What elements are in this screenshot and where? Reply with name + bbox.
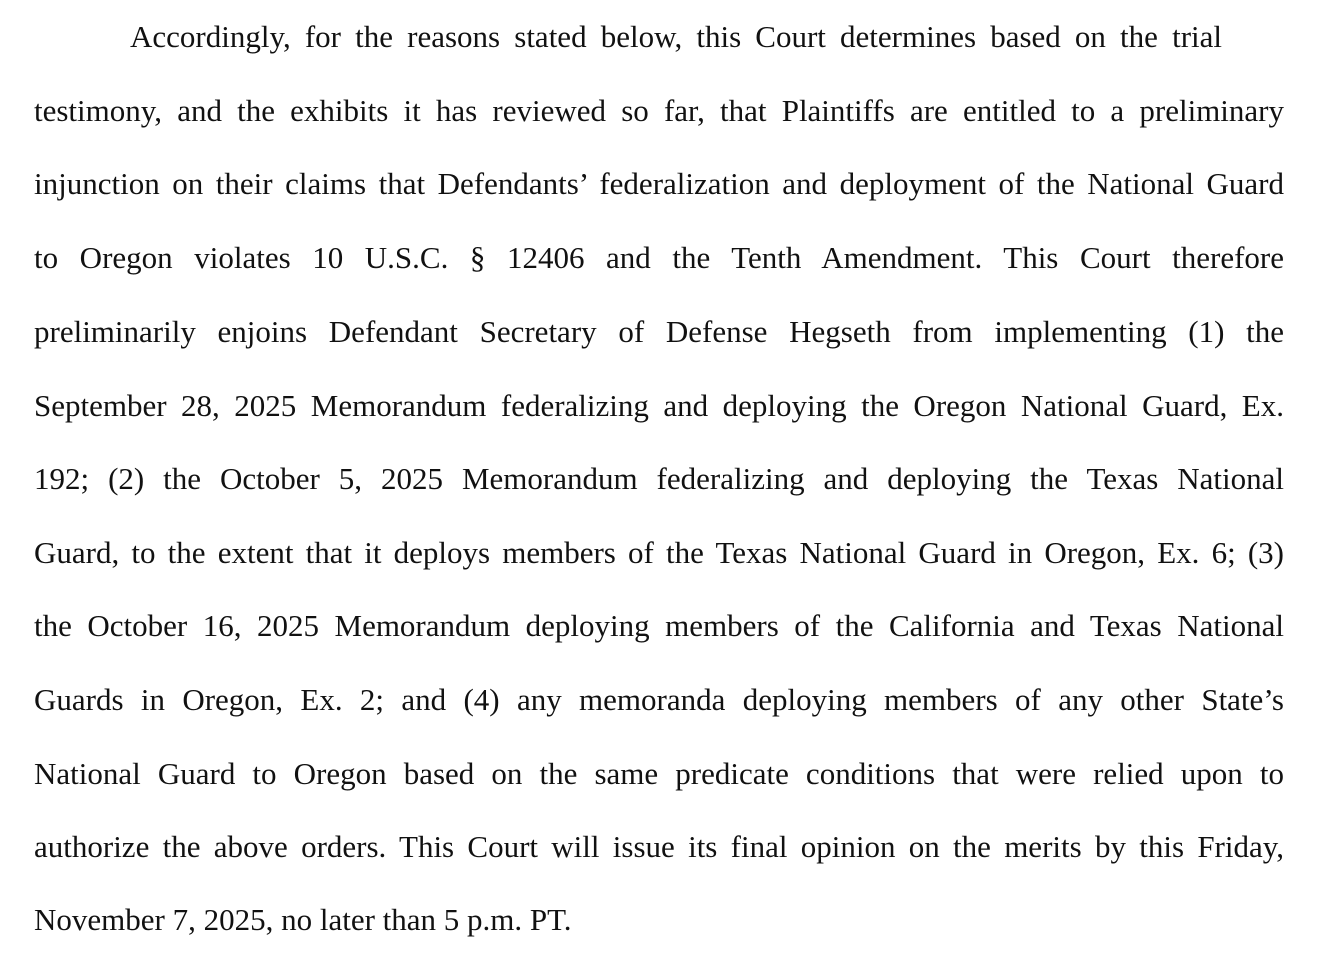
paragraph-line-7: 192; (2) the October 5, 2025 Memorandum federalizing and deploying the Texas National bbox=[34, 461, 1284, 496]
paragraph-line-3: injunction on their claims that Defendants’ federalization and deployment of the National Guard bbox=[34, 166, 1284, 201]
paragraph-line-2: testimony, and the exhibits it has reviewed so far, that Plaintiffs are entitled to a preliminary bbox=[34, 93, 1284, 128]
paragraph-line-13: November 7, 2025, no later than 5 p.m. PT. bbox=[34, 902, 572, 937]
paragraph-line-4: to Oregon violates 10 U.S.C. § 12406 and the Tenth Amendment. This Court therefore bbox=[34, 240, 1284, 275]
paragraph-line-5: preliminarily enjoins Defendant Secretary of Defense Hegseth from implementing (1) the bbox=[34, 314, 1284, 349]
paragraph-line-11: National Guard to Oregon based on the same predicate conditions that were relied upon to bbox=[34, 756, 1284, 791]
paragraph-line-1: Accordingly, for the reasons stated below, this Court determines based on the trial bbox=[130, 19, 1222, 54]
paragraph-line-9: the October 16, 2025 Memorandum deploying members of the California and Texas National bbox=[34, 608, 1284, 643]
paragraph-line-12: authorize the above orders. This Court will issue its final opinion on the merits by this Friday, bbox=[34, 829, 1284, 864]
paragraph-line-6: September 28, 2025 Memorandum federalizing and deploying the Oregon National Guard, Ex. bbox=[34, 388, 1284, 423]
paragraph-line-10: Guards in Oregon, Ex. 2; and (4) any memoranda deploying members of any other State’s bbox=[34, 682, 1284, 717]
paragraph-line-8: Guard, to the extent that it deploys members of the Texas National Guard in Oregon, Ex. 6; (3) bbox=[34, 535, 1284, 570]
